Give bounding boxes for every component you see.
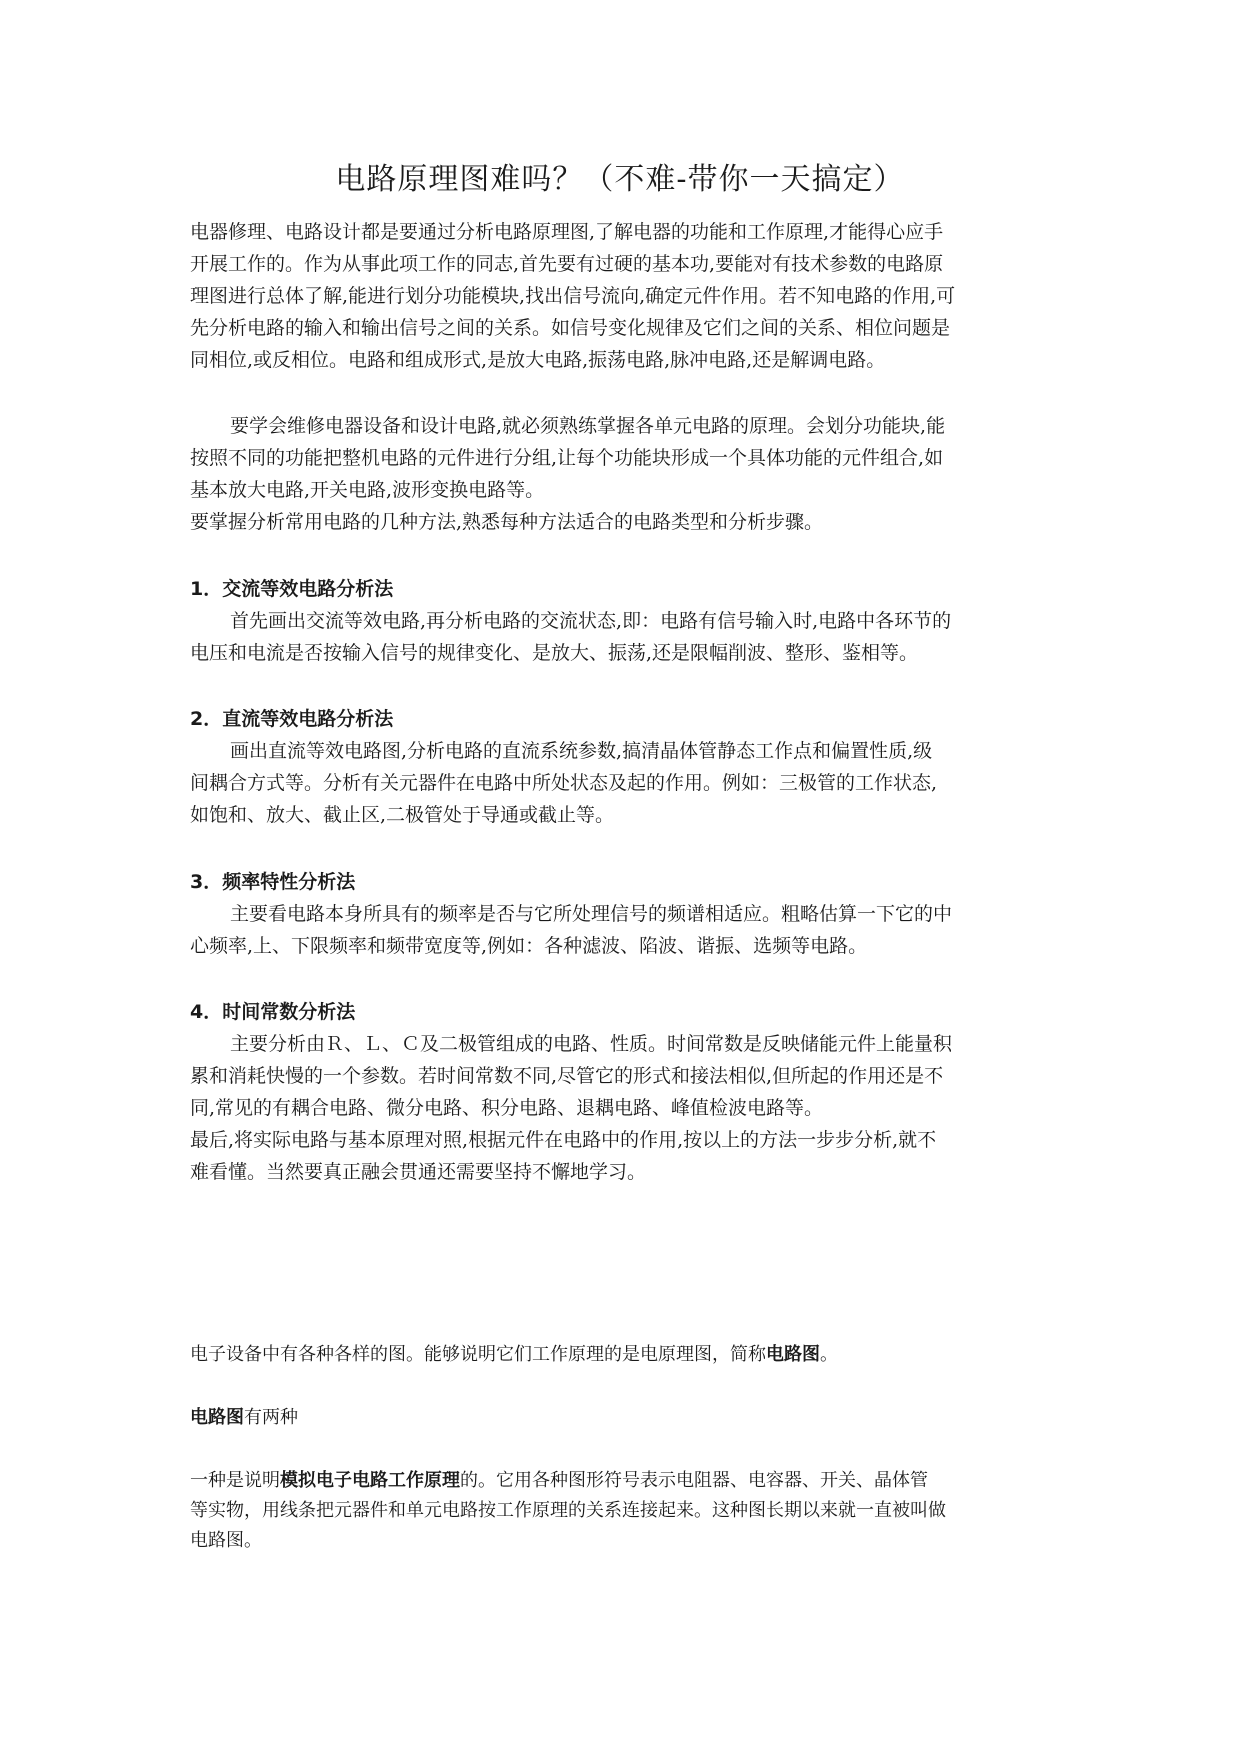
lower-line-2-bold: 电路图 <box>190 1407 244 1428</box>
section-4-line-3: 同,常见的有耦合电路、微分电路、积分电路、退耦电路、峰值检波电路等。 <box>190 1097 824 1119</box>
section-4-heading: 4．时间常数分析法 <box>190 1001 356 1023</box>
intro-paragraph <box>190 216 1050 376</box>
circuit-diagram-desc <box>190 1466 1050 1556</box>
section-4-line-4: 最后,将实际电路与基本原理对照,根据元件在电路中的作用,按以上的方法一步步分析,就不 <box>190 1129 937 1151</box>
lower-line-5: 电路图。 <box>190 1530 262 1551</box>
lower-line-1-end: 。 <box>820 1344 838 1365</box>
section-4-line-5: 难看懂。当然要真正融会贯通还需要坚持不懈地学习。 <box>190 1161 647 1183</box>
methods-intro-paragraph <box>190 410 1050 538</box>
circuit-diagram-types <box>190 1403 1050 1433</box>
section-4-line-1: 主要分析由Ｒ、Ｌ、Ｃ及二极管组成的电路、性质。时间常数是反映储能元件上能量积 <box>230 1033 953 1055</box>
intro-line-3: 理图进行总体了解,能进行划分功能模块,找出信号流向,确定元件作用。若不知电路的作用,可 <box>190 285 956 307</box>
section-2-heading: 2．直流等效电路分析法 <box>190 708 394 730</box>
lower-line-2-text: 有两种 <box>244 1407 298 1428</box>
section-2-line-1: 画出直流等效电路图,分析电路的直流系统参数,搞清晶体管静态工作点和偏置性质,级 <box>230 740 933 762</box>
lower-line-3-post: 的。它用各种图形符号表示电阻器、电容器、开关、晶体管 <box>460 1470 928 1491</box>
lower-line-3 <box>190 1466 1050 1496</box>
circuit-diagram-intro <box>190 1340 1050 1370</box>
section-3-heading: 3．频率特性分析法 <box>190 871 356 893</box>
section-3-line-2: 心频率,上、下限频率和频带宽度等,例如：各种滤波、陷波、谐振、选频等电路。 <box>190 935 868 957</box>
lower-line-1-text: 电子设备中有各种各样的图。能够说明它们工作原理的是电原理图，简称 <box>190 1344 766 1365</box>
section-3-body <box>190 898 1050 962</box>
section-1-line-1: 首先画出交流等效电路,再分析电路的交流状态,即：电路有信号输入时,电路中各环节的 <box>230 610 952 632</box>
lower-line-2 <box>190 1403 1050 1433</box>
para2-line-3: 基本放大电路,开关电路,波形变换电路等。 <box>190 479 545 501</box>
para2-line-1: 要学会维修电器设备和设计电路,就必须熟练掌握各单元电路的原理。会划分功能块,能 <box>230 415 946 437</box>
section-3-line-1: 主要看电路本身所具有的频率是否与它所处理信号的频谱相适应。粗略估算一下它的中 <box>230 903 953 925</box>
intro-line-1: 电器修理、电路设计都是要通过分析电路原理图,了解电器的功能和工作原理,才能得心应手 <box>190 221 944 243</box>
section-1-heading: 1．交流等效电路分析法 <box>190 578 394 600</box>
intro-line-5: 同相位,或反相位。电路和组成形式,是放大电路,振荡电路,脉冲电路,还是解调电路。 <box>190 349 886 371</box>
section-4-body <box>190 1028 1050 1188</box>
para2-line-2: 按照不同的功能把整机电路的元件进行分组,让每个功能块形成一个具体功能的元件组合,如 <box>190 447 944 469</box>
lower-line-3-bold: 模拟电子电路工作原理 <box>280 1470 460 1491</box>
section-1-line-2: 电压和电流是否按输入信号的规律变化、是放大、振荡,还是限幅削波、整形、鉴相等。 <box>190 642 919 664</box>
lower-line-1-bold: 电路图 <box>766 1344 820 1365</box>
intro-line-2: 开展工作的。作为从事此项工作的同志,首先要有过硬的基本功,要能对有技术参数的电路原 <box>190 253 944 275</box>
section-1-body <box>190 605 1050 669</box>
section-4-line-2: 累和消耗快慢的一个参数。若时间常数不同,尽管它的形式和接法相似,但所起的作用还是不 <box>190 1065 944 1087</box>
section-2-line-2: 间耦合方式等。分析有关元器件在电路中所处状态及起的作用。例如：三极管的工作状态, <box>190 772 938 794</box>
lower-line-3-pre: 一种是说明 <box>190 1470 280 1491</box>
intro-line-4: 先分析电路的输入和输出信号之间的关系。如信号变化规律及它们之间的关系、相位问题是 <box>190 317 951 339</box>
document-title: 电路原理图难吗？（不难-带你一天搞定） <box>335 162 905 197</box>
para2-line-4: 要掌握分析常用电路的几种方法,熟悉每种方法适合的电路类型和分析步骤。 <box>190 511 824 533</box>
lower-line-1 <box>190 1340 1050 1370</box>
section-2-line-3: 如饱和、放大、截止区,二极管处于导通或截止等。 <box>190 804 615 826</box>
lower-line-4: 等实物，用线条把元器件和单元电路按工作原理的关系连接起来。这种图长期以来就一直被叫做 <box>190 1500 946 1521</box>
section-2-body <box>190 735 1050 831</box>
